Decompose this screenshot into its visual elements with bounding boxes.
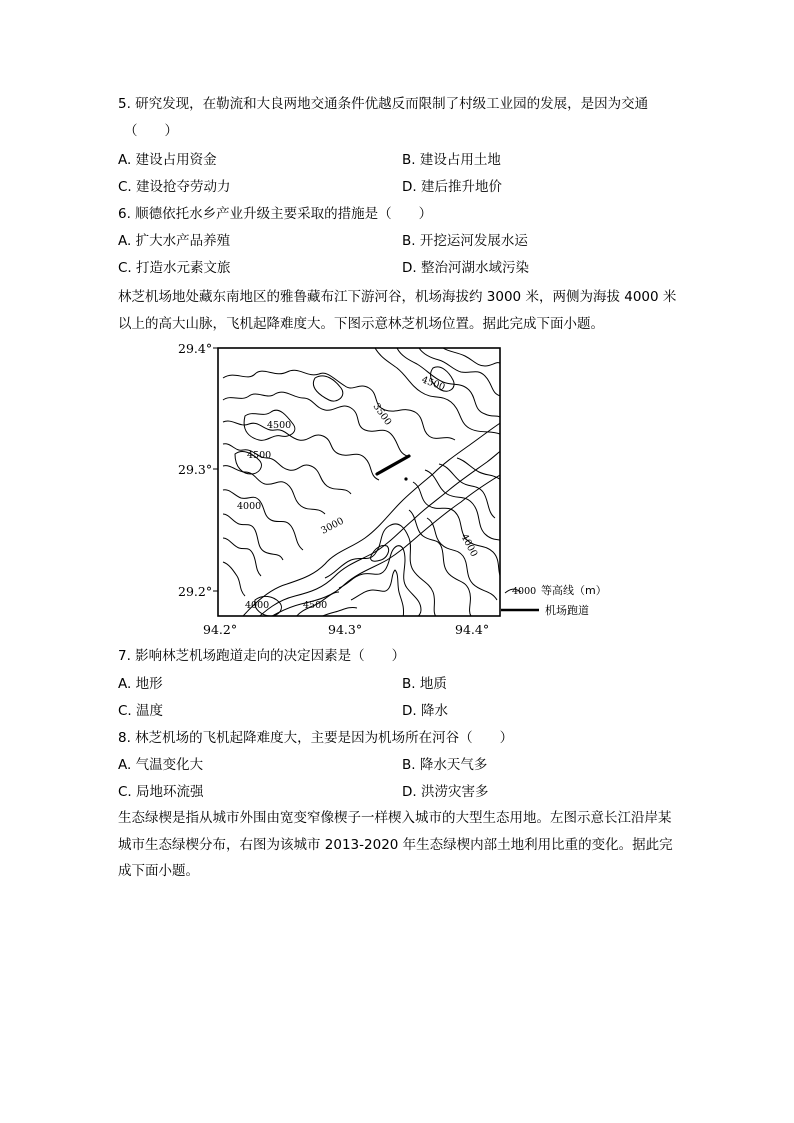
legend-contour-value: 4000	[512, 586, 537, 597]
q5-option-a: A. 建设占用资金	[118, 152, 217, 168]
contour-label: 4500	[267, 420, 292, 431]
q5-option-b: B. 建设占用土地	[402, 152, 501, 168]
legend-contour-label: 等高线（m）	[541, 584, 607, 597]
contour-label: 4500	[303, 600, 328, 611]
q7-stem: 7. 影响林芝机场跑道走向的决定因素是（ ）	[118, 648, 406, 664]
q8-option-a: A. 气温变化大	[118, 757, 204, 773]
lon-tick-label: 94.4°	[455, 622, 490, 637]
lon-tick-label: 94.3°	[328, 622, 363, 637]
linzhi-intro: 林芝机场地处藏东南地区的雅鲁藏布江下游河谷，机场海拔约 3000 米，两侧为海拔 4000 米以上的高大山脉，飞机起降难度大。下图示意林芝机场位置。据此完成下面小题。	[118, 289, 677, 332]
contour-label: 3000	[319, 515, 346, 537]
green-wedge-intro: 生态绿楔是指从城市外围由宽变窄像楔子一样楔入城市的大型生态用地。左图示意长江沿岸某城市生态绿楔分布，右图为该城市 2013-2020 年生态绿楔内部土地利用比重的变化。据此完成下面小题。	[118, 810, 673, 879]
q7-option-c: C. 温度	[118, 703, 164, 719]
contour-label: 4500	[247, 450, 272, 461]
q5-option-c: C. 建设抢夺劳动力	[118, 179, 231, 195]
q6-option-a: A. 扩大水产品养殖	[118, 233, 231, 249]
map-legend	[501, 583, 607, 617]
q8-option-b: B. 降水天气多	[402, 757, 488, 773]
runway-marker-dot	[404, 477, 407, 480]
contour-label: 4000	[237, 501, 262, 512]
legend-runway-label: 机场跑道	[545, 604, 589, 617]
q8-stem: 8. 林芝机场的飞机起降难度大，主要是因为机场所在河谷（ ）	[118, 730, 514, 746]
lat-tick-label: 29.4°	[178, 341, 213, 356]
q5-option-d: D. 建后推升地价	[402, 179, 502, 195]
contour-label: 3500	[370, 401, 394, 428]
lat-tick-label: 29.2°	[178, 584, 213, 599]
q6-option-b: B. 开挖运河发展水运	[402, 233, 528, 249]
q6-option-c: C. 打造水元素文旅	[118, 260, 231, 276]
q5-answer-paren: （ ）	[124, 123, 178, 139]
q7-option-b: B. 地质	[402, 676, 447, 692]
contour-label: 4500	[419, 374, 447, 394]
q8-option-c: C. 局地环流强	[118, 784, 204, 800]
lon-tick-label: 94.2°	[203, 622, 238, 637]
q8-option-d: D. 洪涝灾害多	[402, 784, 489, 800]
q6-stem: 6. 顺德依托水乡产业升级主要采取的措施是（ ）	[118, 206, 433, 222]
q6-option-d: D. 整治河湖水域污染	[402, 260, 529, 276]
q5-stem: 5. 研究发现，在勒流和大良两地交通条件优越反而限制了村级工业园的发展，是因为交通	[118, 96, 649, 112]
contour-map	[175, 338, 635, 638]
q7-option-d: D. 降水	[402, 703, 448, 719]
contour-label: 4000	[458, 532, 480, 559]
lat-tick-label: 29.3°	[178, 462, 213, 477]
q7-option-a: A. 地形	[118, 676, 163, 692]
contour-label: 4000	[245, 600, 270, 611]
